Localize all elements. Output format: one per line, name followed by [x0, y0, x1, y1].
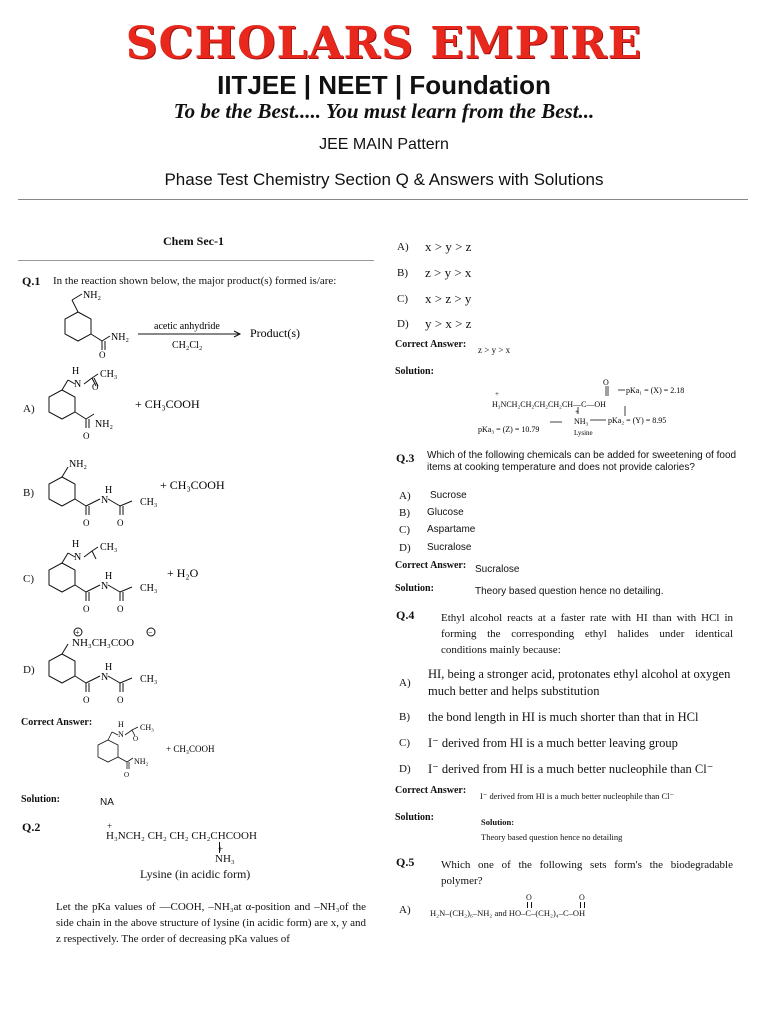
q2-sol-pka2: pKa₂ = (Y) = 8.95 — [608, 416, 667, 425]
q1-option-d-label[interactable]: D) — [23, 664, 35, 676]
q1d-minus: − — [148, 628, 153, 637]
q1-reactant-nh2: NH₂ — [83, 290, 101, 301]
q1c-n: N — [74, 552, 82, 563]
q2-plus-charge: + — [107, 821, 113, 831]
q1c-h2: H — [105, 571, 113, 582]
q4-option-a-label[interactable]: A) — [399, 677, 411, 689]
q1-option-c-structure — [40, 535, 240, 615]
q1a-o2: O — [83, 431, 90, 441]
q1d-n: N — [101, 672, 109, 683]
q2-option-b-label[interactable]: B) — [397, 267, 408, 279]
q1-reactant-nh2-amide: NH₂ — [111, 332, 129, 343]
q1-ans-ch3: CH₃ — [140, 723, 154, 732]
q3-number: Q.3 — [396, 451, 415, 465]
q1a-nh2: NH₂ — [95, 419, 113, 430]
q3-option-b-text[interactable]: Glucose — [427, 507, 464, 518]
q3-correct-label: Correct Answer: — [395, 560, 467, 571]
q5-option-a-text[interactable]: H₂N–(CH₂)₆–NH₂ and HO–C–(CH₂)₄–C–OH — [430, 908, 586, 918]
q3-option-d-text[interactable]: Sucralose — [427, 542, 472, 553]
q3-option-c-label[interactable]: C) — [399, 524, 410, 536]
q1-text: In the reaction shown below, the major product(s) formed is/are: — [53, 275, 337, 287]
q4-option-a-text[interactable]: HI, being a stronger acid, protonates ethyl alcohol at oxygen much better and helps substitution — [428, 667, 731, 698]
q1d-ch3: CH₃ — [140, 674, 158, 685]
q3-option-d-label[interactable]: D) — [399, 542, 411, 554]
q1-solution-text: NA — [100, 797, 114, 808]
q1a-ch3: CH₃ — [100, 369, 118, 380]
q2-sol-nh3: NH₃ — [574, 417, 589, 426]
q1-reaction-scheme — [40, 288, 320, 360]
q2-lysine-nh3: NH₃ — [215, 853, 235, 865]
q1d-h: H — [105, 662, 113, 673]
q3-solution-label: Solution: — [395, 583, 434, 594]
q1-reagent-bottom: CH₂Cl₂ — [172, 340, 203, 351]
q1d-plus: + — [75, 628, 80, 637]
q5-number: Q.5 — [396, 855, 415, 869]
q1b-byproduct: + CH₃COOH — [160, 478, 225, 492]
q5-carbonyl-o2: O — [579, 893, 585, 902]
q4-option-b-text[interactable]: the bond length in HI is much shorter than that in HCl — [428, 710, 699, 724]
section-heading: Chem Sec-1 — [163, 234, 224, 248]
q2-lysine-formula: H₃NCH₂ CH₂ CH₂ CH₂CHCOOH — [106, 830, 257, 842]
q1-ans-nh2: NH₂ — [134, 757, 149, 766]
q3-option-a-label[interactable]: A) — [399, 490, 411, 502]
q2-sol-pka3: pKa₃ = (Z) = 10.79 — [478, 425, 540, 434]
q1-product-label: Product(s) — [250, 326, 300, 340]
q1-number: Q.1 — [22, 274, 41, 288]
q5-carbonyl-o1: O — [526, 893, 532, 902]
q2-sol-o: O — [603, 378, 609, 387]
q4-solution-head: Solution: — [481, 817, 515, 827]
q3-option-a-text[interactable]: Sucrose — [430, 490, 467, 501]
q1c-n2: N — [101, 581, 109, 592]
q4-option-d-label[interactable]: D) — [399, 763, 411, 775]
q2-sol-lysine: Lysine — [574, 429, 593, 437]
q2-sol-pka1: pKa₁ = (X) = 2.18 — [626, 386, 685, 395]
q2-correct-text: z > y > x — [478, 345, 511, 355]
q2-number: Q.2 — [22, 820, 41, 834]
q1a-h: H — [72, 366, 80, 377]
q3-option-c-text[interactable]: Aspartame — [427, 524, 476, 535]
q2-nh3-plus: + — [218, 844, 224, 854]
q1c-ch3: CH₃ — [100, 542, 118, 553]
q5-option-a-label[interactable]: A) — [399, 904, 411, 916]
q1-correct-label: Correct Answer: — [21, 717, 93, 728]
section-divider — [18, 260, 374, 261]
q1a-byproduct: + CH₃COOH — [135, 397, 200, 411]
q1c-o2: O — [117, 604, 124, 614]
header-divider — [18, 199, 748, 200]
q1-option-c-label[interactable]: C) — [23, 573, 34, 585]
q2-lysine-caption: Lysine (in acidic form) — [140, 867, 251, 881]
q1d-o: O — [83, 695, 90, 704]
q4-option-c-label[interactable]: C) — [399, 737, 410, 749]
q1c-h: H — [72, 539, 80, 550]
q1a-o: O — [92, 382, 99, 392]
q1c-ch3-2: CH₃ — [140, 583, 158, 594]
q2-solution-diagram — [470, 376, 710, 440]
q1b-nh2: NH₂ — [69, 459, 87, 470]
q1b-h: H — [105, 485, 113, 496]
q1-option-a-label[interactable]: A) — [23, 403, 35, 415]
q1-correct-structure — [90, 718, 240, 778]
q3-option-b-label[interactable]: B) — [399, 507, 410, 519]
page-subtitle: Phase Test Chemistry Section Q & Answers with Solutions — [164, 170, 604, 189]
q2-option-d-text[interactable]: y > x > z — [425, 316, 472, 331]
q1-option-d-structure — [40, 624, 240, 704]
q4-option-d-text[interactable]: I⁻ derived from HI is a much better nucleophile than Cl⁻ — [428, 762, 714, 776]
q1c-byproduct: + H₂O — [167, 566, 199, 580]
q1-solution-label: Solution: — [21, 794, 60, 805]
q3-solution-text: Theory based question hence no detailing. — [475, 586, 664, 597]
q1b-o2: O — [117, 518, 124, 528]
q5-text: Which one of the following sets form's the biodegradable polymer? — [441, 859, 733, 887]
q1-option-a-structure — [40, 364, 240, 444]
q1d-o2: O — [117, 695, 124, 704]
brand-logo-text: SCHOLARS EMPIRE — [125, 18, 643, 69]
q1c-o: O — [83, 604, 90, 614]
q2-correct-label: Correct Answer: — [395, 339, 467, 350]
page-title: JEE MAIN Pattern — [319, 136, 449, 153]
q4-option-c-text[interactable]: I⁻ derived from HI is a much better leaving group — [428, 736, 678, 750]
q1-ans-byproduct: + CH₃COOH — [166, 744, 215, 754]
q1-ans-h: H — [118, 720, 124, 729]
q1-ans-n: N — [118, 730, 124, 739]
q1b-n: N — [101, 495, 109, 506]
brand-subtitle: IITJEE | NEET | Foundation — [217, 70, 551, 100]
q2-option-d-label[interactable]: D) — [397, 318, 409, 330]
q1-reactant-o: O — [99, 350, 106, 360]
q4-correct-text: I⁻ derived from HI is a much better nucleophile than Cl⁻ — [480, 791, 675, 801]
q4-text: Ethyl alcohol reacts at a faster rate with HI than with HCl in forming the corresponding ethyl halides under identical conditions mainly because: — [441, 612, 733, 656]
q4-option-b-label[interactable]: B) — [399, 711, 410, 723]
q1b-o: O — [83, 518, 90, 528]
q2-sol-plus: + — [495, 390, 499, 398]
q1a-n: N — [74, 379, 82, 390]
q2-option-a-label[interactable]: A) — [397, 241, 409, 253]
q1-ans-o2: O — [124, 771, 130, 778]
q2-option-c-label[interactable]: C) — [397, 293, 408, 305]
q1-ans-o: O — [133, 735, 139, 743]
q3-correct-text: Sucralose — [475, 564, 520, 575]
q2-option-c-text[interactable]: x > z > y — [425, 291, 472, 306]
q1b-ch3: CH₃ — [140, 497, 158, 508]
q2-solution-label: Solution: — [395, 366, 434, 377]
q1d-group: NH₃CH₃COO — [72, 637, 135, 649]
q4-solution-text: Theory based question hence no detailing — [481, 832, 623, 842]
q4-correct-label: Correct Answer: — [395, 785, 467, 796]
q1-option-b-label[interactable]: B) — [23, 487, 34, 499]
q3-text: Which of the following chemicals can be added for sweetening of food items at cooking temperature and does not provide calories? — [427, 450, 737, 473]
q2-option-a-text[interactable]: x > y > z — [425, 239, 472, 254]
q4-solution-label: Solution: — [395, 812, 434, 823]
q4-number: Q.4 — [396, 608, 415, 622]
q2-text: Let the pKa values of —COOH, –NH₃at α-position and –NH₃of the side chain in the above structure of lysine (in acidic form) are x, y and z respectively. The order of decreasing pKa values of — [56, 901, 366, 945]
q1-option-b-structure — [40, 455, 240, 535]
q1-reagent-top: acetic anhydride — [154, 321, 220, 332]
q2-sol-plus2: + — [575, 408, 579, 416]
q2-option-b-text[interactable]: z > y > x — [425, 265, 472, 280]
q2-sol-chain: H₃NCH₂CH₂CH₂CH₂CH—C—OH — [492, 400, 606, 409]
brand-tagline: To be the Best..... You must learn from the Best... — [173, 99, 595, 123]
